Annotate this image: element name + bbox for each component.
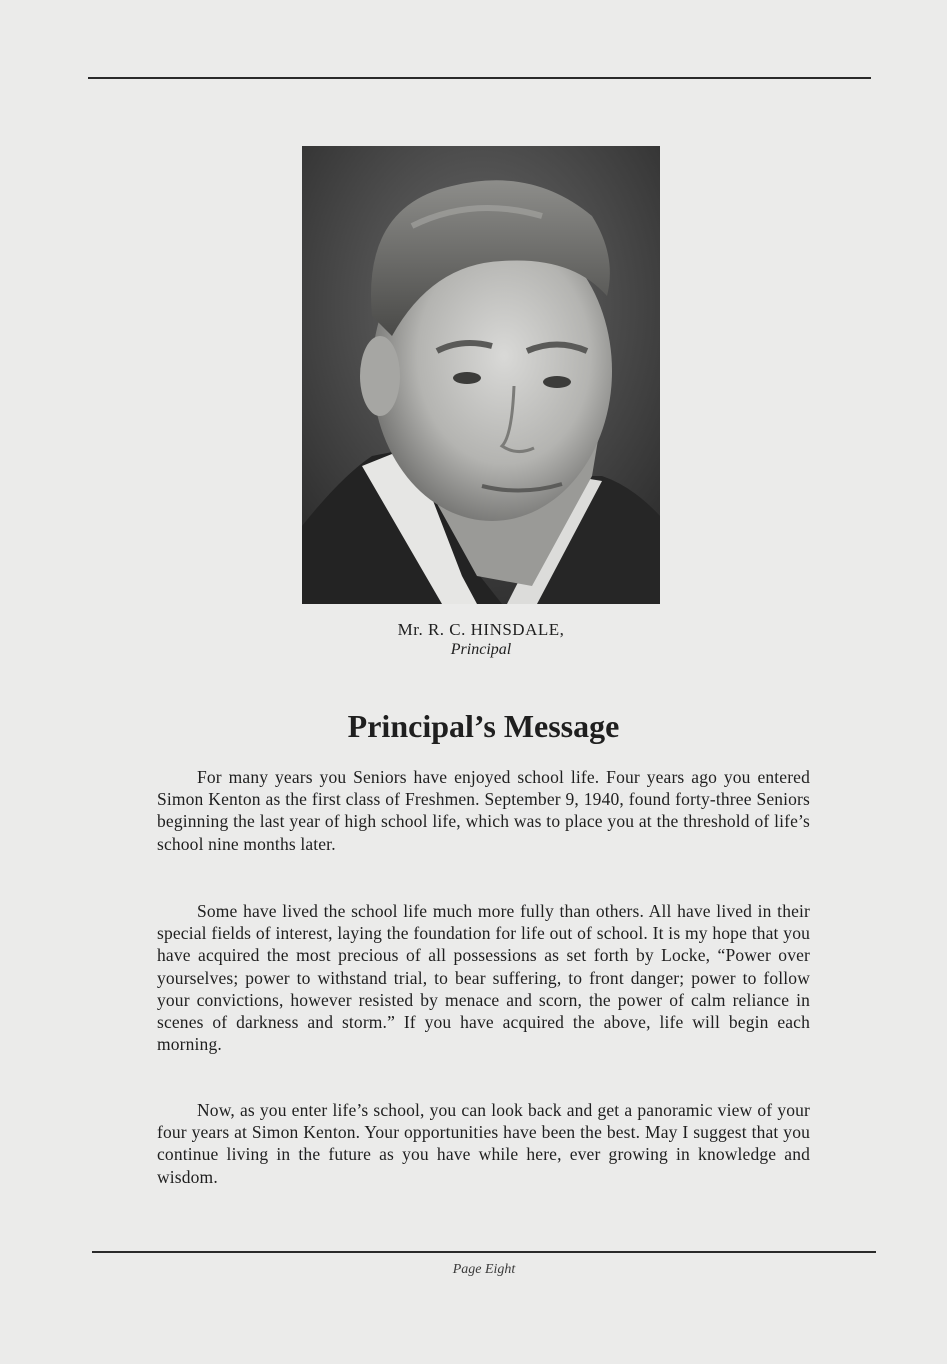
principal-portrait	[302, 146, 660, 604]
page-number: Page Eight	[452, 1262, 516, 1277]
bottom-rule	[92, 1251, 876, 1253]
message-paragraph-1: For many years you Seniors have enjoyed school life. Four years ago you entered Simon Kenton as the first class of Freshmen. September 9, 1940, found forty-three Seniors beginning the last year of high school life, which was to place you at the threshold of life’s school nine months later.	[157, 767, 810, 854]
portrait-title: Principal	[450, 641, 512, 658]
top-rule	[88, 77, 871, 79]
portrait-name: Mr. R. C. HINSDALE,	[397, 620, 565, 639]
message-paragraph-2: Some have lived the school life much more fully than others. All have lived in their special fields of interest, laying the foundation for life out of school. It is my hope that you have acquired the most precious of all possessions as set forth by Locke, “Power over yourselves; power to withstand trial, to bear suffering, to front danger; power to follow your convictions, however resisted by menace and scorn, the power of calm reliance in scenes of darkness and storm.” If you have acquired the above, life will begin each morning.	[157, 901, 810, 1055]
message-paragraph-3: Now, as you enter life’s school, you can look back and get a panoramic view of your four years at Simon Kenton. Your opportunities have been the best. May I suggest that you continue living in the future as you have while here, ever growing in knowledge and wisdom.	[157, 1100, 810, 1187]
page-title: Principal’s Message	[347, 708, 620, 744]
